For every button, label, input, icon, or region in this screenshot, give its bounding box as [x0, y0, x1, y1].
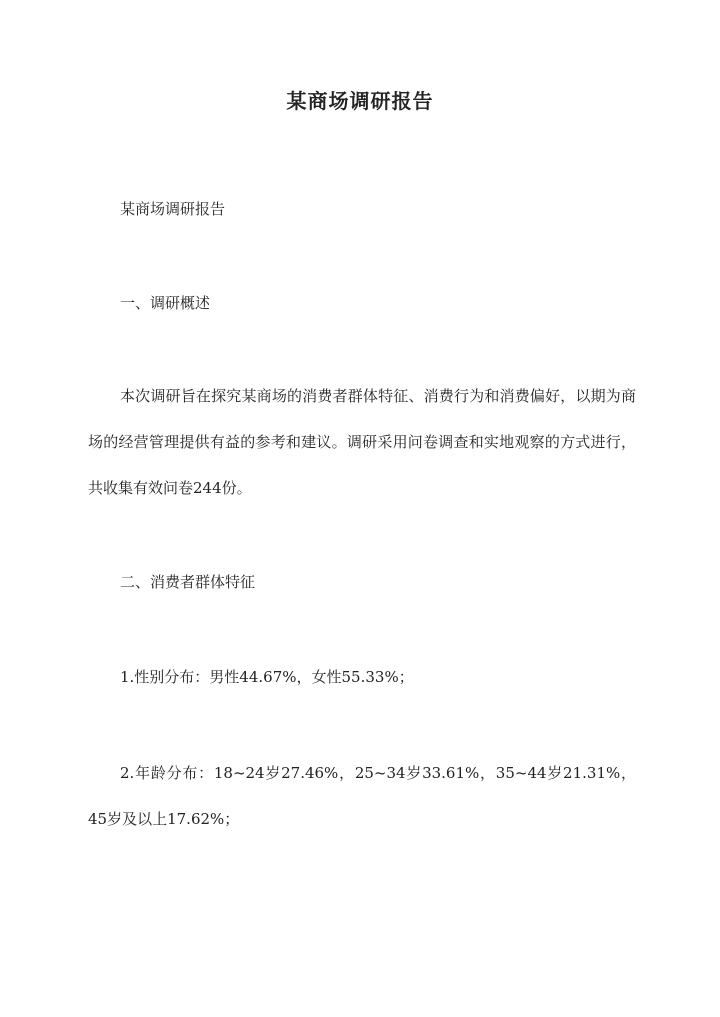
gender-distribution-item: 1.性别分布：男性44.67%，女性55.33%； [120, 668, 414, 686]
age-distribution-item: 2.年龄分布：18~24岁27.46%，25~34岁33.61%，35~44岁21.31%，45岁及以上17.62%； [88, 764, 636, 828]
overview-paragraph: 本次调研旨在探究某商场的消费者群体特征、消费行为和消费偏好，以期为商场的经营管理提供有益的参考和建议。调研采用问卷调查和实地观察的方式进行，共收集有效问卷244份。 [88, 387, 636, 497]
section-heading-overview: 一、调研概述 [120, 294, 211, 312]
section-heading-consumer-features: 二、消费者群体特征 [120, 573, 256, 591]
report-subtitle: 某商场调研报告 [120, 200, 226, 218]
document-title: 某商场调研报告 [286, 89, 434, 113]
